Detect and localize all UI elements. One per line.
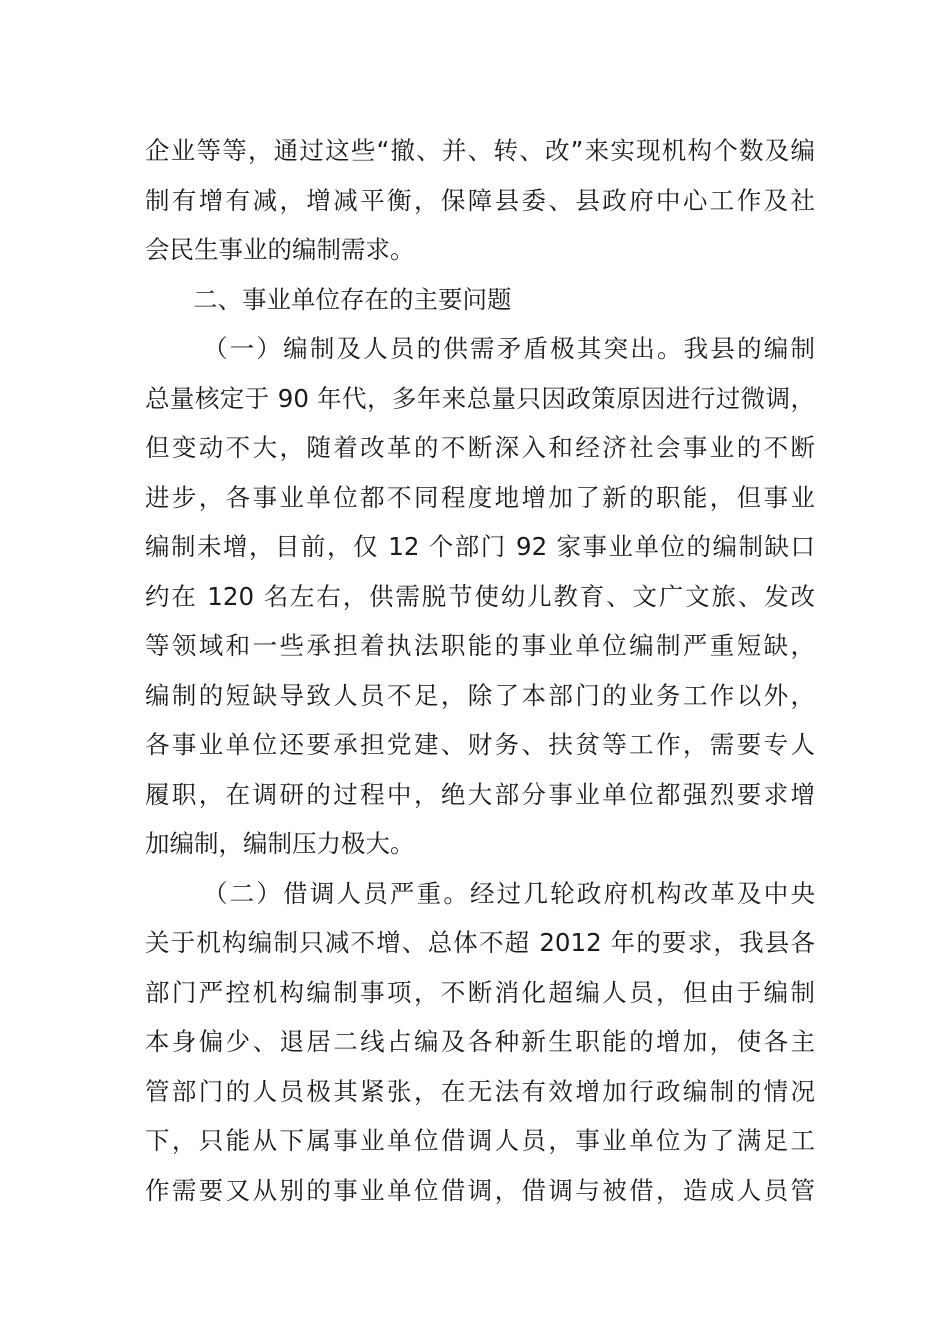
text-line: 加编制，编制压力极大。 [145, 829, 415, 858]
subsection-heading-line: （一）编制及人员的供需矛盾极其突出。我县的编制 [203, 334, 815, 363]
text-line: 编制的短缺导致人员不足，除了本部门的业务工作以外， [145, 680, 815, 710]
subsection-heading-line: （二）借调人员严重。经过几轮政府机构改革及中央 [203, 878, 815, 908]
document-body [145, 126, 815, 1215]
text-line: 下，只能从下属事业单位借调人员，事业单位为了满足工 [145, 1126, 815, 1155]
text-line: 关于机构编制只减不增、总体不超 2012 年的要求，我县各 [145, 928, 815, 957]
text-line: 约在 120 名左右，供需脱节使幼儿教育、文广文旅、发改 [145, 581, 815, 611]
text-line: 企业等等，通过这些“撤、并、转、改”来实现机构个数及编 [145, 136, 815, 165]
text-line: 编制未增，目前，仅 12 个部门 92 家事业单位的编制缺口 [145, 532, 815, 561]
text-line: 但变动不大，随着改革的不断深入和经济社会事业的不断 [145, 433, 815, 462]
text-line: 等领域和一些承担着执法职能的事业单位编制严重短缺， [145, 631, 815, 660]
text-line: 管部门的人员极其紧张，在无法有效增加行政编制的情况 [145, 1076, 815, 1106]
text-line: 总量核定于 90 年代，多年来总量只因政策原因进行过微调， [145, 383, 815, 413]
text-line: 作需要又从别的事业单位借调，借调与被借，造成人员管 [145, 1175, 815, 1205]
text-line: 本身偏少、退居二线占编及各种新生职能的增加，使各主 [145, 1027, 815, 1056]
text-line: 进步，各事业单位都不同程度地增加了新的职能，但事业 [145, 482, 815, 512]
text-line: 各事业单位还要承担党建、财务、扶贫等工作，需要专人 [145, 730, 815, 759]
text-line: 履职，在调研的过程中，绝大部分事业单位都强烈要求增 [145, 779, 815, 809]
text-line: 会民生事业的编制需求。 [145, 235, 415, 264]
section-heading: 二、事业单位存在的主要问题 [193, 284, 512, 314]
text-line: 制有增有减，增减平衡，保障县委、县政府中心工作及社 [145, 185, 815, 215]
text-line: 部门严控机构编制事项，不断消化超编人员，但由于编制 [145, 977, 815, 1007]
